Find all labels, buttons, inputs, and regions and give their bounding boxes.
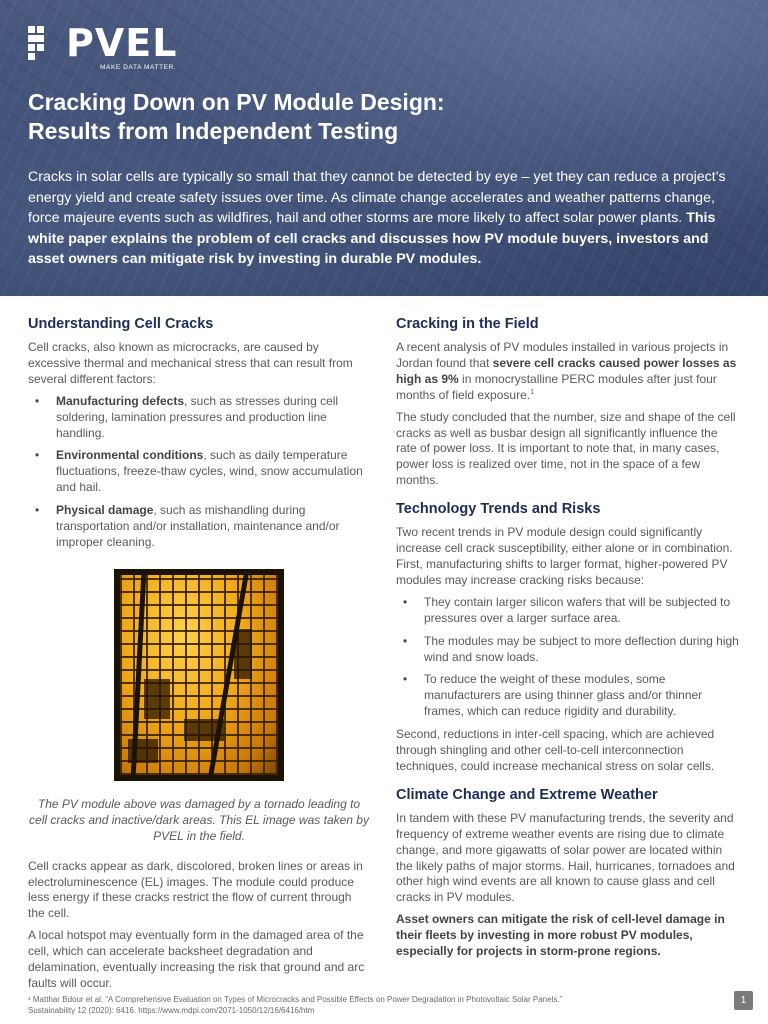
title-line-1: Cracking Down on PV Module Design:	[28, 89, 445, 115]
bullet-icon: •	[403, 672, 408, 687]
header-banner	[0, 0, 768, 296]
footnote-ref: 1	[530, 388, 534, 396]
list-item	[28, 503, 370, 551]
heading-technology-trends: Technology Trends and Risks	[396, 501, 601, 518]
bullet-icon: •	[35, 393, 40, 408]
list-item-bold: Manufacturing defects	[56, 393, 185, 408]
heading-climate-change: Climate Change and Extreme Weather	[396, 786, 658, 803]
left-column	[28, 314, 370, 998]
paragraph	[396, 340, 740, 404]
list-item-bold: Environmental conditions	[56, 448, 204, 463]
list-item-text: , such as mishandling during transportation and/or installation, maintenance and/or improper cleaning.	[56, 503, 340, 549]
list-item	[28, 448, 370, 496]
intro-bold: This white paper explains the problem of cell cracks and discusses how PV module buyers, investors and asset owners can mitigate risk by investing in durable PV modules.	[28, 210, 716, 268]
bold-text: Asset owners can mitigate the risk of cell-level damage in their fleets by investing in more robust PV modules, especially for projects in storm-prone regions.	[396, 912, 725, 959]
list-item-text: , such as stresses during cell soldering, lamination pressures and production line handling.	[56, 393, 339, 440]
bullet-icon: •	[403, 594, 408, 609]
text: A recent analysis of PV modules installed in various projects in Jordan found that	[396, 340, 729, 370]
list-item	[28, 394, 370, 442]
paragraph: Two recent trends in PV module design could significantly increase cell crack susceptibility, either alone or in combination. First, manufacturing shifts to larger format, higher-powered PV modules may increase cracking risks because:	[396, 525, 733, 587]
list-item	[396, 672, 740, 720]
list-item-text: , such as daily temperature fluctuations, freeze-thaw cycles, wind, snow accumulation and hail.	[56, 448, 363, 495]
bullet-icon: •	[35, 503, 40, 518]
intro-paragraph	[28, 167, 740, 270]
list-item	[396, 595, 740, 627]
factors-list	[28, 394, 370, 551]
list-item-text: To reduce the weight of these modules, some manufacturers are using thinner glass and/or thinner frames, which can reduce rigidity and durability.	[424, 672, 703, 719]
figure-caption: The PV module above was damaged by a tornado leading to cell cracks and inactive/dark areas. This EL image was taken by PVEL in the field.	[29, 796, 369, 843]
text: in monocrystalline PERC modules after just four months of field exposure.	[396, 371, 717, 402]
paragraph-bold	[396, 912, 740, 960]
right-column	[396, 314, 740, 966]
intro-text: Cracks in solar cells are typically so small that they cannot be detected by eye – yet they can reduce a project’s energy yield and create safety issues over time. As climate change accelerates and weather patterns change, force majeure events such as wildfires, hail and other storms are more likely to affect solar power plants.	[28, 169, 726, 227]
list-item-text: The modules may be subject to more deflection during high wind and snow loads.	[424, 633, 739, 664]
trends-list	[396, 595, 740, 720]
bullet-icon: •	[35, 448, 40, 463]
footnote	[28, 994, 668, 1016]
bullet-icon: •	[403, 633, 408, 648]
paragraph: The study concluded that the number, size and shape of the cell cracks as well as busbar design all significantly influence the rate of power loss. It is important to note that, in many cases, power loss is realized over time, not in the space of a few months.	[396, 409, 736, 488]
footnote-line-1: ¹ Matthar Bdour et al, “A Comprehensive Evaluation on Types of Microcracks and Possible Effects on Power Degradation in Photovoltaic Solar Panels.”	[28, 995, 563, 1004]
el-image-pv-module	[114, 569, 284, 781]
page-number: 1	[734, 991, 753, 1010]
title-line-2: Results from Independent Testing	[28, 118, 399, 144]
heading-cracking-in-the-field: Cracking in the Field	[396, 316, 539, 332]
logo-wordmark: PVEL	[66, 21, 178, 65]
bold-text: severe cell cracks caused power losses as high as 9%	[396, 355, 737, 386]
pvel-logo-mark-icon	[28, 26, 62, 60]
paragraph: A local hotspot may eventually form in the damaged area of the cell, which can accelerate backsheet degradation and delamination, eventually increasing the risk that ground and arc faults will occur.	[28, 928, 365, 990]
footnote-line-2: Sustainability 12 (2020): 6416. https://www.mdpi.com/2071-1050/12/16/6416/htm	[28, 1006, 315, 1015]
paragraph: Second, reductions in inter-cell spacing, which are achieved through shingling and other cell-to-cell interconnection techniques, could increase mechanical stress on solar cells.	[396, 727, 715, 773]
paragraph: In tandem with these PV manufacturing trends, the severity and frequency of extreme weather events are rising due to climate change, and more gigawatts of solar power are located within the likely paths of major storms. Hail, hurricanes, tornadoes and other high wind events are all known to cause glass and cell cracks in PV modules.	[396, 810, 735, 905]
heading-understanding-cell-cracks: Understanding Cell Cracks	[28, 316, 214, 332]
paragraph: Cell cracks, also known as microcracks, are caused by excessive thermal and mechanical stress that can result from several different factors:	[28, 340, 353, 386]
pvel-logo	[28, 22, 178, 74]
list-item-text: They contain larger silicon wafers that will be subjected to pressures over a larger surface area.	[424, 594, 731, 625]
page-title	[28, 88, 728, 146]
paragraph: Cell cracks appear as dark, discolored, broken lines or areas in electroluminescence (EL) images. The module could produce less energy if these cracks restrict the flow of current through the cell.	[28, 858, 363, 921]
list-item-bold: Physical damage	[56, 503, 154, 518]
logo-tagline: MAKE DATA MATTER.	[100, 64, 177, 71]
list-item	[396, 634, 740, 666]
